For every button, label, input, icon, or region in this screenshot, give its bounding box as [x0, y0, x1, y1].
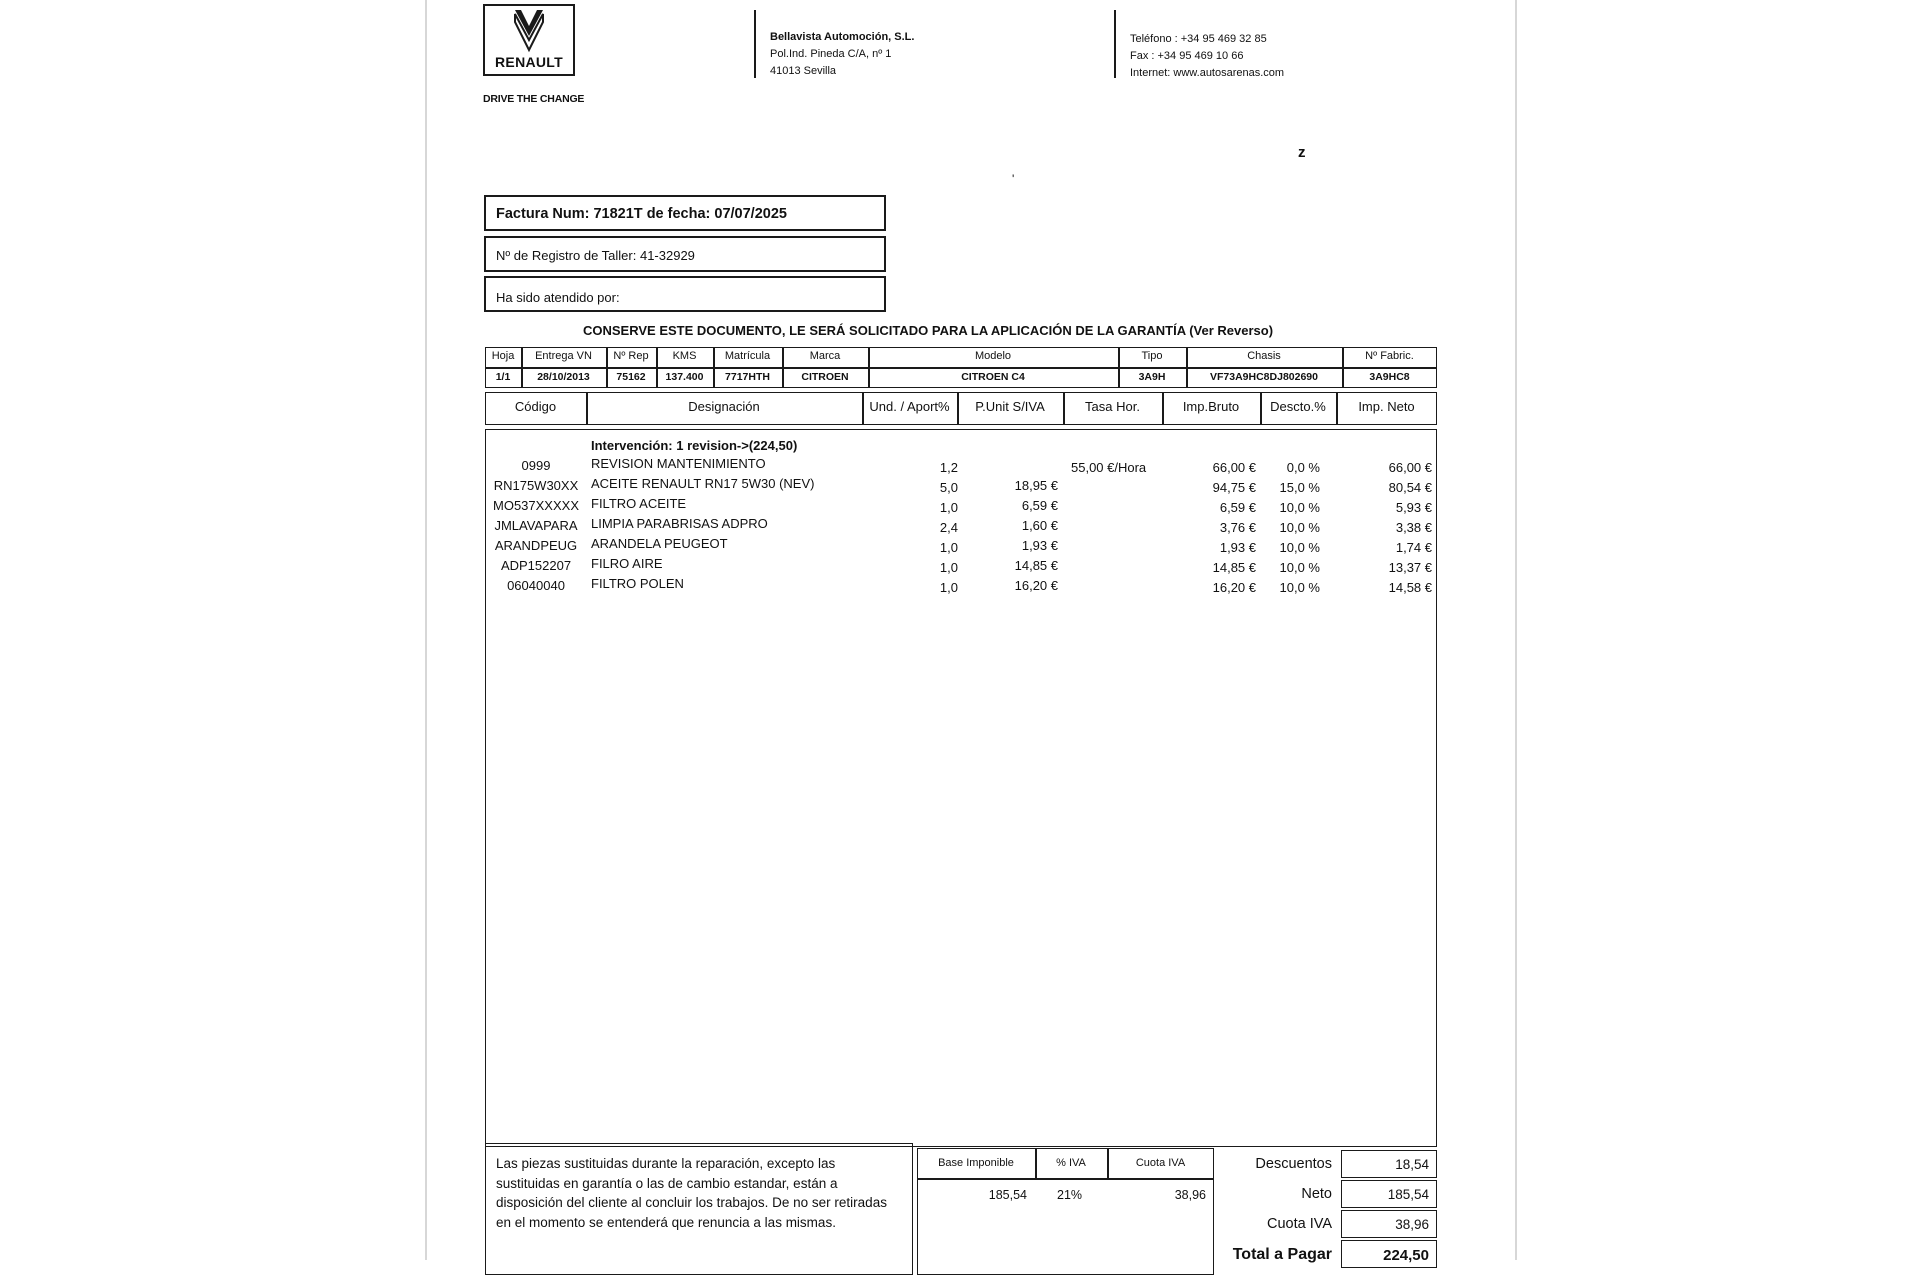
item-gross: 16,20 €: [1212, 580, 1256, 595]
item-unit-price: 6,59 €: [1021, 498, 1058, 513]
items-header-cell: Tasa Hor.: [1085, 399, 1140, 414]
vehicle-header-cell: Chasis: [1247, 350, 1281, 362]
item-net: 3,38 €: [1395, 520, 1432, 535]
item-code: ADP152207: [500, 558, 572, 573]
item-net: 13,37 €: [1388, 560, 1432, 575]
disclaimer-text: Las piezas sustituidas durante la reparación, excepto las sustituidas en garantía o las de cambio estandar, están a disposición del cliente al concluir los trabajos. De no ser retiradas en el momento se entenderá que renuncia a las mismas.: [496, 1156, 887, 1230]
item-description: FILTRO POLEN: [591, 576, 684, 591]
attended-by: Ha sido atendido por:: [496, 290, 620, 305]
vehicle-header-cell: Modelo: [974, 350, 1012, 362]
disclaimer-box: [485, 1143, 913, 1275]
item-discount: 0,0 %: [1286, 460, 1320, 475]
item-description: LIMPIA PARABRISAS ADPRO: [591, 516, 768, 531]
item-net: 66,00 €: [1388, 460, 1432, 475]
header-divider-1: [754, 10, 756, 78]
item-gross: 94,75 €: [1212, 480, 1256, 495]
item-quantity: 1,0: [939, 500, 958, 515]
totals-net-value: 185,54: [1387, 1187, 1429, 1202]
vehicle-value-cell: 7717HTH: [725, 371, 770, 383]
item-discount: 10,0 %: [1279, 520, 1320, 535]
item-description: ARANDELA PEUGEOT: [591, 536, 728, 551]
items-header-cell: Código: [514, 399, 557, 414]
item-description: REVISION MANTENIMIENTO: [591, 456, 766, 471]
totals-net-label: Neto: [1301, 1186, 1332, 1202]
attended-box: [484, 276, 886, 312]
item-quantity: 5,0: [939, 480, 958, 495]
items-header-cell: Descto.%: [1270, 399, 1326, 414]
item-gross: 6,59 €: [1219, 500, 1256, 515]
item-discount: 10,0 %: [1279, 580, 1320, 595]
item-code: ARANDPEUG: [494, 538, 578, 553]
vehicle-value-cell: 137.400: [665, 371, 704, 383]
totals-vat-value: 38,96: [1395, 1217, 1429, 1232]
company-block: [770, 29, 914, 80]
items-header-cell: Imp.Bruto: [1182, 399, 1240, 414]
vehicle-header-cell: Entrega VN: [535, 350, 592, 362]
item-gross: 1,93 €: [1219, 540, 1256, 555]
item-code: RN175W30XX: [493, 478, 579, 493]
vehicle-value-cell: 28/10/2013: [537, 371, 590, 383]
totals-discounts-value: 18,54: [1395, 1157, 1429, 1172]
tax-amount-value: 38,96: [1174, 1188, 1206, 1202]
item-quantity: 1,0: [939, 560, 958, 575]
totals-discounts-label: Descuentos: [1255, 1156, 1332, 1172]
items-header-cell: P.Unit S/IVA: [975, 399, 1045, 414]
item-discount: 10,0 %: [1279, 500, 1320, 515]
vehicle-header-cell: Marca: [809, 350, 841, 362]
items-header-cell: Imp. Neto: [1358, 399, 1415, 414]
item-gross: 14,85 €: [1212, 560, 1256, 575]
item-net: 80,54 €: [1388, 480, 1432, 495]
item-hourly-rate: 55,00 €/Hora: [1071, 460, 1147, 475]
contact-fax: Fax : +34 95 469 10 66: [1130, 50, 1244, 62]
item-gross: 3,76 €: [1219, 520, 1256, 535]
item-quantity: 2,4: [939, 520, 958, 535]
totals-vat-label: Cuota IVA: [1266, 1216, 1332, 1232]
vehicle-value-cell: VF73A9HC8DJ802690: [1210, 371, 1318, 383]
vehicle-header-cell: Tipo: [1141, 350, 1163, 362]
company-name: Bellavista Automoción, S.L.: [770, 31, 915, 43]
tax-base-value: 185,54: [988, 1188, 1027, 1202]
item-quantity: 1,0: [939, 540, 958, 555]
item-quantity: 1,2: [939, 460, 958, 475]
registry-box: [484, 236, 886, 272]
item-net: 5,93 €: [1395, 500, 1432, 515]
contact-phone: Teléfono : +34 95 469 32 85: [1130, 33, 1267, 45]
vehicle-header-cell: Matrícula: [724, 350, 771, 362]
item-unit-price: 14,85 €: [1014, 558, 1058, 573]
item-net: 1,74 €: [1395, 540, 1432, 555]
vehicle-value-cell: 3A9HC8: [1369, 371, 1410, 383]
item-unit-price: 1,93 €: [1021, 538, 1058, 553]
contact-block: [1130, 31, 1284, 82]
items-header-cell: Und. / Aport%: [869, 399, 950, 414]
vehicle-header-cell: Hoja: [491, 350, 515, 362]
item-description: ACEITE RENAULT RN17 5W30 (NEV): [591, 476, 815, 491]
tax-header-cell: Base Imponible: [938, 1157, 1014, 1169]
vehicle-header-cell: KMS: [672, 350, 697, 362]
intervention-title: Intervención: 1 revision->(224,50): [591, 438, 798, 453]
company-address2: 41013 Sevilla: [770, 65, 837, 77]
item-discount: 15,0 %: [1279, 480, 1320, 495]
stray-mark-z: z: [1298, 144, 1306, 161]
vehicle-header-cell: Nº Rep: [613, 350, 649, 362]
tax-rate-value: 21%: [1057, 1188, 1083, 1202]
item-quantity: 1,0: [939, 580, 958, 595]
item-code: 06040040: [507, 578, 565, 593]
item-code: 0999: [521, 458, 551, 473]
invoice-number-box: [484, 195, 886, 231]
warranty-notice: CONSERVE ESTE DOCUMENTO, LE SERÁ SOLICITADO PARA LA APLICACIÓN DE LA GARANTÍA (Ver Reverso): [583, 323, 1274, 338]
vehicle-value-cell: 1/1: [495, 371, 511, 383]
scan-edge-right: [1515, 0, 1517, 1260]
stray-mark-tick: ': [1012, 172, 1015, 186]
vehicle-value-cell: 3A9H: [1138, 371, 1166, 383]
item-discount: 10,0 %: [1279, 540, 1320, 555]
item-unit-price: 1,60 €: [1021, 518, 1058, 533]
item-net: 14,58 €: [1388, 580, 1432, 595]
renault-diamond-icon: [485, 8, 573, 60]
totals-total-label: Total a Pagar: [1232, 1246, 1332, 1263]
item-unit-price: 16,20 €: [1014, 578, 1058, 593]
item-code: JMLAVAPARA: [494, 518, 578, 533]
brand-tagline: DRIVE THE CHANGE: [483, 93, 585, 105]
tax-header-cell: Cuota IVA: [1135, 1157, 1186, 1169]
item-unit-price: 18,95 €: [1014, 478, 1058, 493]
brand-name: RENAULT: [495, 54, 563, 70]
header-divider-2: [1114, 10, 1116, 78]
contact-internet: Internet: www.autosarenas.com: [1130, 67, 1285, 79]
renault-logo: [483, 4, 575, 76]
invoice-number: Factura Num: 71821T de fecha: 07/07/2025: [496, 206, 787, 222]
item-description: FILRO AIRE: [591, 556, 663, 571]
scan-edge-left: [425, 0, 427, 1260]
item-discount: 10,0 %: [1279, 560, 1320, 575]
vehicle-value-cell: 75162: [616, 371, 646, 383]
registry-number: Nº de Registro de Taller: 41-32929: [496, 248, 695, 263]
item-code: MO537XXXXX: [493, 498, 579, 513]
vehicle-header-cell: Nº Fabric.: [1365, 350, 1414, 362]
tax-header-cell: % IVA: [1056, 1157, 1086, 1169]
vehicle-value-cell: CITROEN: [801, 371, 849, 383]
vehicle-table-row-divider: [485, 367, 1437, 369]
totals-total-value: 224,50: [1383, 1247, 1429, 1264]
item-gross: 66,00 €: [1212, 460, 1256, 475]
company-address1: Pol.Ind. Pineda C/A, nº 1: [770, 48, 892, 60]
vehicle-value-cell: CITROEN C4: [961, 371, 1025, 383]
items-header-cell: Designación: [688, 399, 760, 414]
item-description: FILTRO ACEITE: [591, 496, 687, 511]
tax-header-divider: [917, 1178, 1214, 1180]
